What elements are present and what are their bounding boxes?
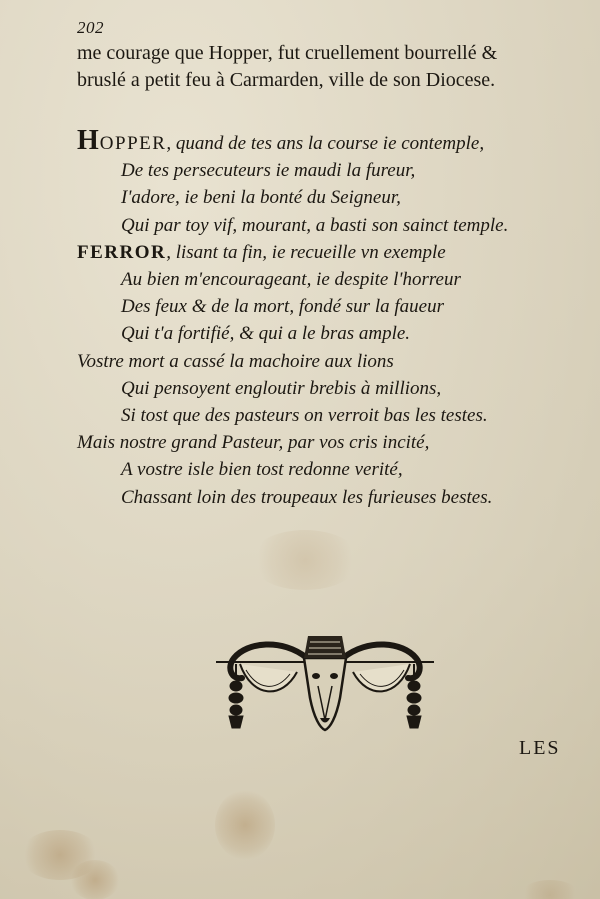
page-number: 202 <box>77 18 104 37</box>
ram-head-ornament-icon <box>212 628 438 736</box>
sonnet-line-7: Des feux & de la mort, fondé sur la faueur <box>121 296 444 318</box>
sonnet-line-9: Vostre mort a cassé la machoire aux lions <box>77 350 394 372</box>
sonnet-line-2: De tes persecuteurs ie maudi la fureur, <box>121 160 416 182</box>
sonnet-line-11: Si tost que des pasteurs on verroit bas les testes. <box>121 405 488 427</box>
foxing-stain <box>70 860 120 899</box>
foxing-stain <box>520 880 580 899</box>
drop-cap: H <box>77 125 100 156</box>
catchword: LES <box>519 737 561 759</box>
sonnet-line-8: Qui t'a fortifié, & qui a le bras ample. <box>121 323 411 345</box>
sonnet-line-1: HOPPER, quand de tes ans la course ie contemple, <box>77 125 485 156</box>
sonnet-line-3: I'adore, ie beni la bonté du Seigneur, <box>121 187 401 209</box>
intro-line: me courage que Hopper, fut cruellement bourrellé & <box>77 42 498 64</box>
sonnet-line-5: FERROR, lisant ta fin, ie recueille vn exemple <box>77 241 446 263</box>
sonnet-line-10: Qui pensoyent engloutir brebis à millions, <box>121 377 442 399</box>
name-ferror: FERROR <box>77 241 167 263</box>
intro-line: bruslé a petit feu à Carmarden, ville de son Diocese. <box>77 69 496 91</box>
sonnet-line-4: Qui par toy vif, mourant, a basti son sainct temple. <box>121 214 509 236</box>
sonnet <box>77 127 577 511</box>
foxing-stain <box>215 790 275 860</box>
sonnet-line-14: Chassant loin des troupeaux les furieuses bestes. <box>121 486 493 508</box>
sonnet-line-12: Mais nostre grand Pasteur, par vos cris incité, <box>77 432 430 454</box>
foxing-stain <box>250 530 360 590</box>
sonnet-line-13: A vostre isle bien tost redonne verité, <box>121 459 403 481</box>
name-hopper: OPPER <box>99 133 167 154</box>
sonnet-line-6: Au bien m'encourageant, ie despite l'horreur <box>121 269 461 291</box>
intro-paragraph <box>77 40 567 94</box>
